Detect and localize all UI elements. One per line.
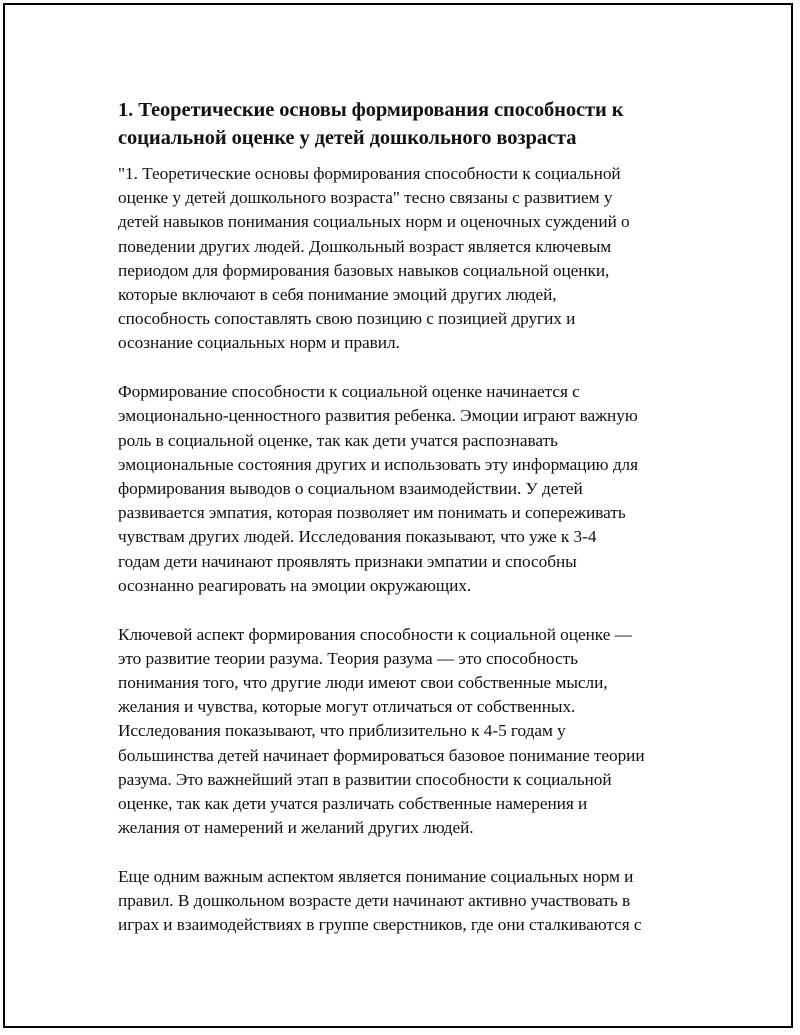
- text-line: осознанно реагировать на эмоции окружающих.: [118, 575, 472, 595]
- text-line: которые включают в себя понимание эмоций других людей,: [118, 285, 557, 305]
- text-line: Ключевой аспект формирования способности к социальной оценке —: [118, 624, 632, 644]
- text-line: поведении других людей. Дошкольный возраст является ключевым: [118, 236, 612, 256]
- text-line: большинства детей начинает формироваться базовое понимание теории: [118, 745, 645, 765]
- text-line: осознание социальных норм и правил.: [118, 333, 400, 353]
- paragraph-2: [118, 380, 688, 598]
- text-line: разума. Это важнейший этап в развитии способности к социальной: [118, 769, 612, 789]
- text-line: понимания того, что другие люди имеют свои собственные мысли,: [118, 673, 608, 693]
- paragraph-3: [118, 623, 688, 841]
- text-line: это развитие теории разума. Теория разума — это способность: [118, 648, 578, 668]
- heading-line: социальной оценке у детей дошкольного возраста: [118, 127, 577, 149]
- text-line: эмоциональные состояния других и использовать эту информацию для: [118, 454, 639, 474]
- section-heading: [118, 96, 688, 152]
- text-line: желания от намерений и желаний других людей.: [118, 818, 474, 838]
- document-content: [118, 96, 688, 962]
- text-line: Исследования показывают, что приблизительно к 4-5 годам у: [118, 721, 566, 741]
- text-line: периодом для формирования базовых навыков социальной оценки,: [118, 260, 610, 280]
- text-line: играх и взаимодействиях в группе сверстников, где они сталкиваются с: [118, 915, 642, 935]
- text-line: формирования выводов о социальном взаимодействии. У детей: [118, 479, 583, 499]
- text-line: эмоционально-ценностного развития ребенка. Эмоции играют важную: [118, 406, 638, 426]
- text-line: желания и чувства, которые могут отличаться от собственных.: [118, 697, 576, 717]
- paragraph-1: [118, 162, 688, 356]
- text-line: чувствам других людей. Исследования показывают, что уже к 3-4: [118, 527, 597, 547]
- text-line: Еще одним важным аспектом является понимание социальных норм и: [118, 867, 634, 887]
- text-line: "1. Теоретические основы формирования способности к социальной: [118, 164, 621, 183]
- text-line: развивается эмпатия, которая позволяет им понимать и сопереживать: [118, 503, 626, 523]
- text-line: способность сопоставлять свою позицию с позицией других и: [118, 309, 576, 329]
- text-line: Формирование способности к социальной оценке начинается с: [118, 382, 580, 402]
- text-line: правил. В дошкольном возрасте дети начинают активно участвовать в: [118, 891, 631, 911]
- text-line: оценке у детей дошкольного возраста" тесно связаны с развитием у: [118, 188, 613, 208]
- text-line: оценке, так как дети учатся различать собственные намерения и: [118, 794, 588, 814]
- heading-line: 1. Теоретические основы формирования способности к: [118, 99, 624, 121]
- text-line: детей навыков понимания социальных норм и оценочных суждений о: [118, 212, 630, 232]
- text-line: роль в социальной оценке, так как дети учатся распознавать: [118, 430, 558, 450]
- paragraph-4: [118, 865, 688, 938]
- text-line: годам дети начинают проявлять признаки эмпатии и способны: [118, 551, 577, 571]
